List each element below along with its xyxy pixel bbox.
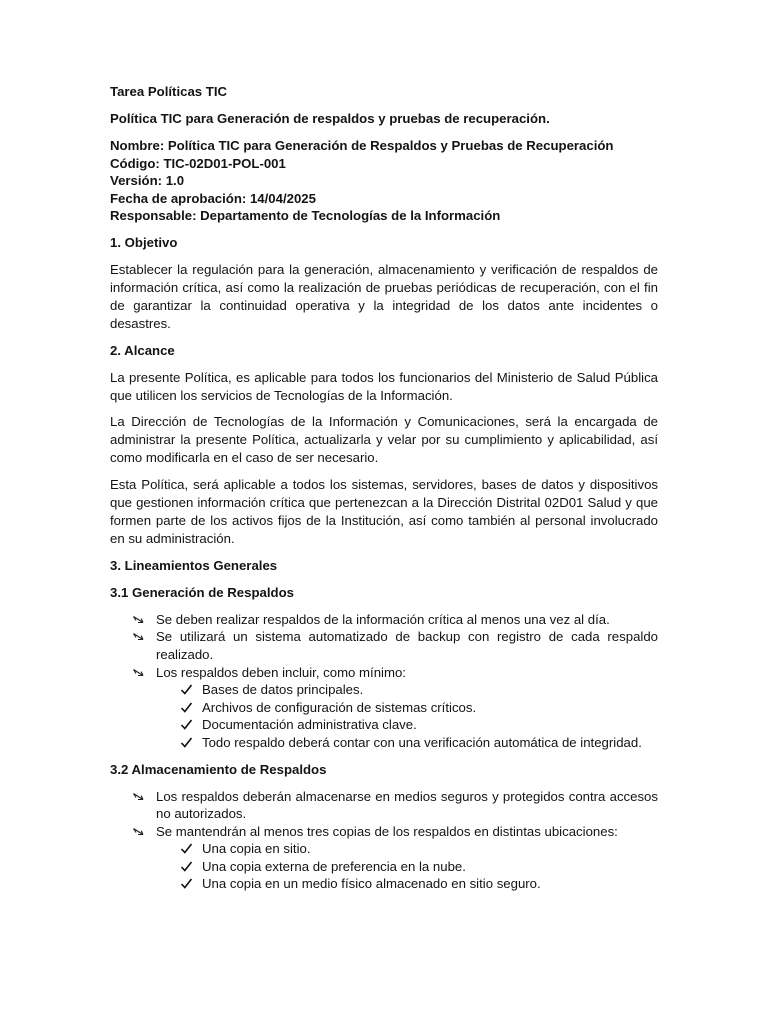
list-item-text: Se mantendrán al menos tres copias de los respaldos en distintas ubicaciones: (156, 823, 618, 839)
arrow-bullet-icon (132, 664, 148, 681)
meta-nombre: Nombre: Política TIC para Generación de Respaldos y Pruebas de Recuperación (110, 138, 614, 153)
sublist-item-text: Una copia externa de preferencia en la nube. (202, 858, 466, 874)
list-item (110, 823, 658, 893)
alcance-paragraph-2: La Dirección de Tecnologías de la Información y Comunicaciones, será la encargada de administrar la presente Política, actualizarla y velar por su cumplimiento y aplicabilidad, así como modificarla en el caso de ser necesario. (110, 414, 658, 466)
list-item-text: Se deben realizar respaldos de la información crítica al menos una vez al día. (156, 611, 610, 627)
list-item-text: Los respaldos deberán almacenarse en medios seguros y protegidos contra accesos no autorizados. (156, 788, 658, 822)
meta-version: Versión: 1.0 (110, 173, 185, 189)
sublist-item-text: Todo respaldo deberá contar con una verificación automática de integridad. (202, 734, 642, 750)
policy-title: Política TIC para Generación de respaldos y pruebas de recuperación. (110, 111, 550, 126)
arrow-bullet-icon (132, 611, 148, 628)
meta-codigo: Código: TIC-02D01-POL-001 (110, 155, 286, 171)
arrow-bullet-icon (132, 628, 148, 645)
checkmark-icon (180, 681, 196, 698)
section-heading-alcance: 2. Alcance (110, 342, 175, 358)
checkmark-icon (180, 699, 196, 716)
subsection-heading-almacenamiento: 3.2 Almacenamiento de Respaldos (110, 761, 327, 777)
meta-fecha: Fecha de aprobación: 14/04/2025 (110, 190, 316, 206)
sublist-item (156, 716, 658, 734)
objetivo-paragraph: Establecer la regulación para la generación, almacenamiento y verificación de respaldos de información crítica, así como la realización de pruebas periódicas de recuperación, con el fin de garantizar la continuidad operativa y la integridad de los datos ante incidentes o desastres. (110, 261, 658, 331)
sublist-item (156, 858, 658, 876)
checkmark-icon (180, 858, 196, 875)
checkmark-icon (180, 840, 196, 857)
alcance-paragraph-3: Esta Política, será aplicable a todos los sistemas, servidores, bases de datos y dispositivos que gestionen información crítica que pertenezcan a la Dirección Distrital 02D01 Salud y que formen parte de los activos fijos de la Institución, así como también al personal involucrado en su administración. (110, 477, 658, 546)
document-page (110, 83, 658, 902)
sublist-item-text: Documentación administrativa clave. (202, 717, 417, 733)
section-heading-objetivo: 1. Objetivo (110, 234, 178, 250)
generacion-list (110, 611, 658, 752)
alcance-paragraph-1: La presente Política, es aplicable para todos los funcionarios del Ministerio de Salud Pública que utilicen los servicios de Tecnologías de la Información. (110, 369, 658, 403)
arrow-bullet-icon (132, 823, 148, 840)
checkmark-icon (180, 875, 196, 892)
almacenamiento-list (110, 788, 658, 894)
section-heading-lineamientos: 3. Lineamientos Generales (110, 557, 278, 573)
sublist-item-text: Una copia en un medio físico almacenado en sitio seguro. (202, 876, 541, 892)
meta-responsable: Responsable: Departamento de Tecnologías de la Información (110, 208, 501, 224)
subsection-heading-generacion: 3.1 Generación de Respaldos (110, 584, 294, 600)
checkmark-icon (180, 716, 196, 733)
generacion-sublist (156, 681, 658, 751)
policy-metadata (110, 137, 658, 225)
list-item (110, 628, 658, 663)
sublist-item-text: Archivos de configuración de sistemas críticos. (202, 699, 477, 715)
arrow-bullet-icon (132, 788, 148, 805)
sublist-item (156, 840, 658, 858)
list-item (110, 788, 658, 823)
sublist-item (156, 734, 658, 752)
list-item-text: Se utilizará un sistema automatizado de backup con registro de cada respaldo realizado. (156, 629, 658, 662)
checkmark-icon (180, 734, 196, 751)
sublist-item (156, 875, 658, 893)
task-title: Tarea Políticas TIC (110, 84, 228, 99)
list-item (110, 611, 658, 629)
sublist-item (156, 681, 658, 699)
list-item-text: Los respaldos deben incluir, como mínimo: (156, 664, 406, 680)
sublist-item-text: Bases de datos principales. (202, 682, 364, 698)
list-item (110, 664, 658, 752)
sublist-item (156, 699, 658, 717)
sublist-item-text: Una copia en sitio. (202, 841, 311, 857)
almacenamiento-sublist (156, 840, 658, 893)
